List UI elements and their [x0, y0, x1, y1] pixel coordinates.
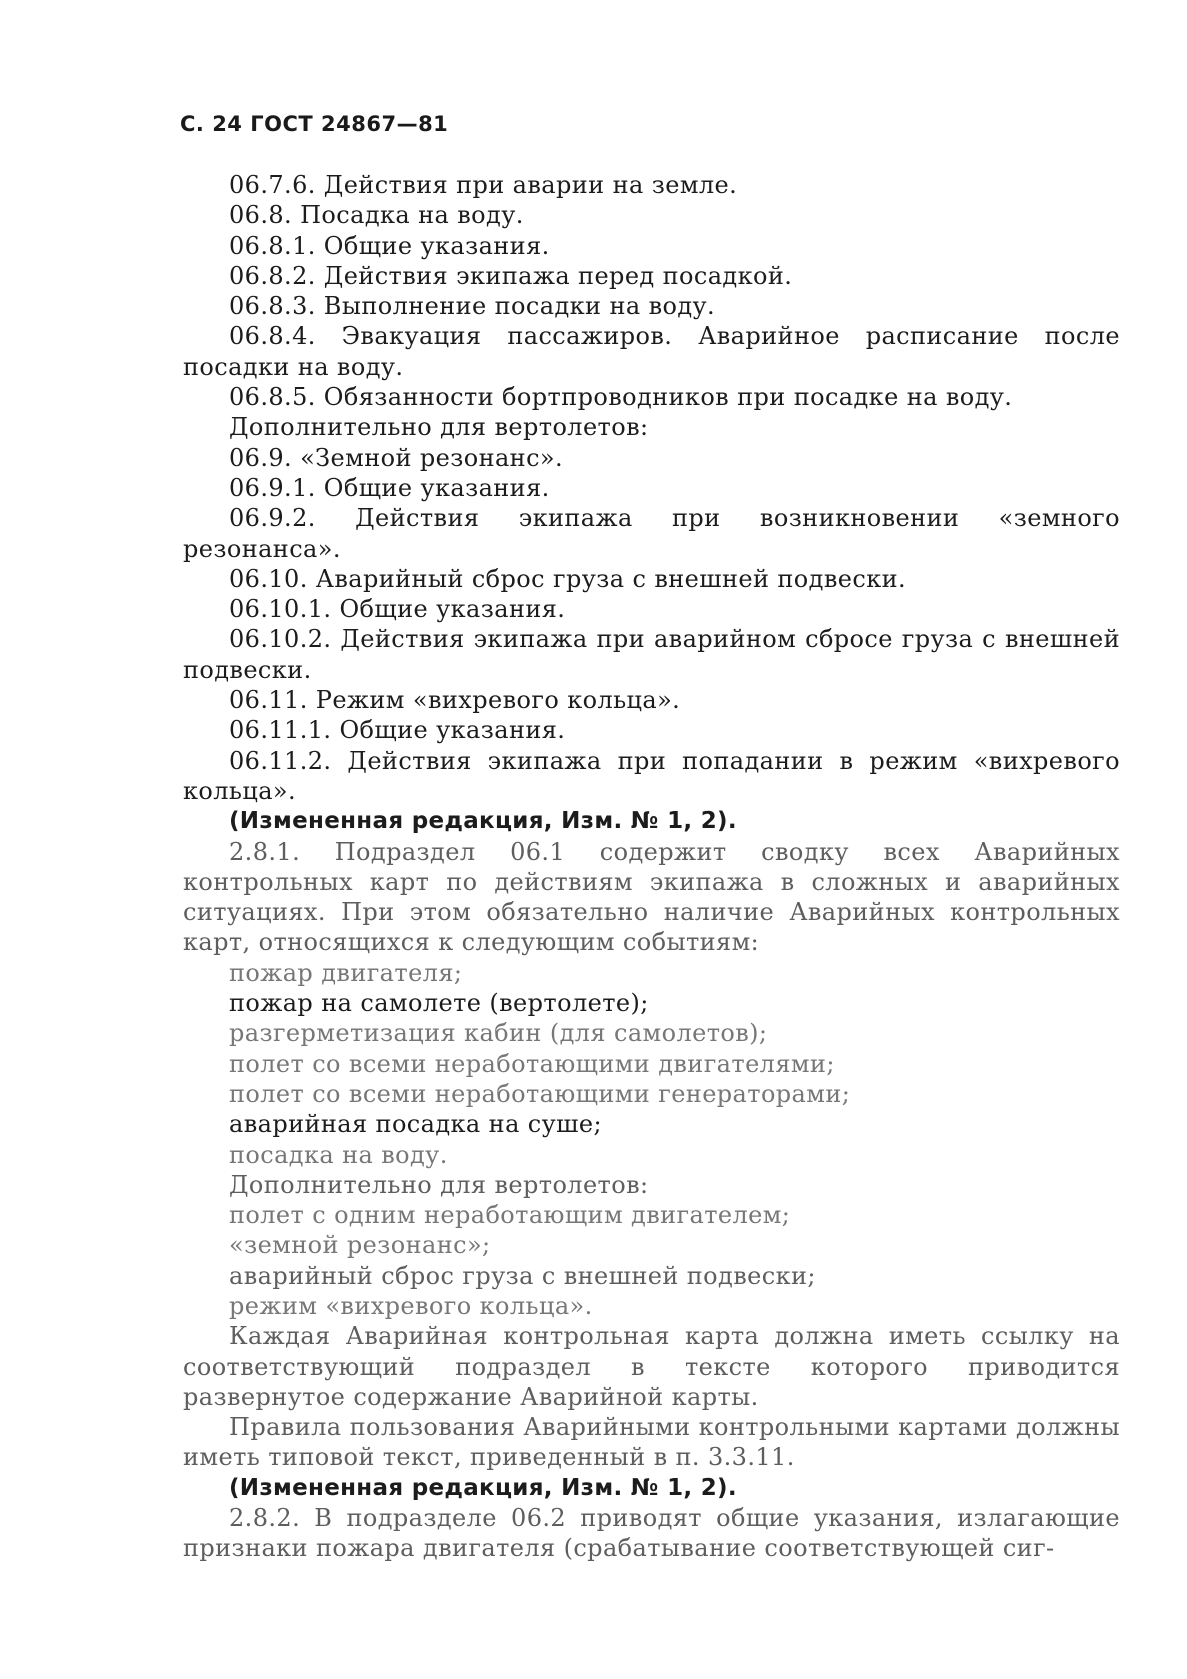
- paragraph-2-8-1: 2.8.1. Подраздел 06.1 содержит сводку всех Аварийных контрольных карт по действиям экипажа в сложных и аварийных ситуациях. При этом обязательно наличие Аварийных контрольных карт, относящихся к следующим событиям:: [183, 837, 1120, 957]
- list-item: 06.8.1. Общие указания.: [229, 231, 550, 260]
- list-item: 06.10.1. Общие указания.: [229, 595, 566, 624]
- event-item: пожар на самолете (вертолете);: [229, 989, 649, 1018]
- event-item: аварийный сброс груза с внешней подвески;: [229, 1261, 816, 1290]
- list-item: 06.11.2. Действия экипажа при попадании в режим «вихревого кольца».: [183, 746, 1120, 805]
- list-item: 06.7.6. Действия при аварии на земле.: [229, 171, 738, 199]
- list-item: 06.10.2. Действия экипажа при аварийном сбросе груза с внешней подвески.: [183, 625, 1120, 684]
- list-item: 06.9.1. Общие указания.: [229, 473, 550, 502]
- amendment-note: (Измененная редакция, Изм. № 1, 2).: [229, 808, 737, 835]
- list-item: 06.8. Посадка на воду.: [229, 201, 524, 230]
- paragraph-usage-rules: Правила пользования Аварийными контрольными картами должны иметь типовой текст, приведенный в п. 3.3.11.: [183, 1413, 1120, 1472]
- event-item: посадка на воду.: [229, 1140, 448, 1169]
- list-item: 06.8.2. Действия экипажа перед посадкой.: [229, 261, 793, 290]
- list-item: 06.9. «Земной резонанс».: [229, 443, 564, 472]
- event-item: полет со всеми неработающими двигателями;: [229, 1049, 835, 1078]
- list-subheading: Дополнительно для вертолетов:: [229, 1170, 649, 1199]
- paragraph-2-8-2: 2.8.2. В подразделе 06.2 приводят общие указания, излагающие признаки пожара двигателя (срабатывание соответствующей сиг-: [183, 1504, 1120, 1563]
- event-item: пожар двигателя;: [229, 958, 463, 987]
- list-item: 06.8.5. Обязанности бортпроводников при посадке на воду.: [229, 383, 1013, 412]
- list-item: 06.11.1. Общие указания.: [229, 716, 566, 745]
- event-item: режим «вихревого кольца».: [229, 1291, 593, 1320]
- event-item: разгерметизация кабин (для самолетов);: [229, 1019, 768, 1048]
- list-item: 06.9.2. Действия экипажа при возникновении «земного резонанса».: [183, 504, 1120, 563]
- list-item: 06.8.4. Эвакуация пассажиров. Аварийное расписание после посадки на воду.: [183, 322, 1120, 381]
- running-header: С. 24 ГОСТ 24867—81: [180, 112, 449, 136]
- event-item: полет с одним неработающим двигателем;: [229, 1201, 791, 1230]
- event-item: полет со всеми неработающими генераторами;: [229, 1079, 851, 1108]
- amendment-note: (Измененная редакция, Изм. № 1, 2).: [229, 1474, 737, 1501]
- list-subheading: Дополнительно для вертолетов:: [229, 413, 649, 442]
- list-item: 06.10. Аварийный сброс груза с внешней подвески.: [229, 564, 907, 593]
- event-item: «земной резонанс»;: [229, 1231, 491, 1260]
- list-item: 06.8.3. Выполнение посадки на воду.: [229, 292, 716, 321]
- document-body: [183, 170, 1120, 1564]
- list-item: 06.11. Режим «вихревого кольца».: [229, 686, 681, 715]
- event-item: аварийная посадка на суше;: [229, 1110, 602, 1139]
- paragraph-each-card: Каждая Аварийная контрольная карта должна иметь ссылку на соответствующий подраздел в тексте которого приводится развернутое содержание Аварийной карты.: [183, 1322, 1120, 1411]
